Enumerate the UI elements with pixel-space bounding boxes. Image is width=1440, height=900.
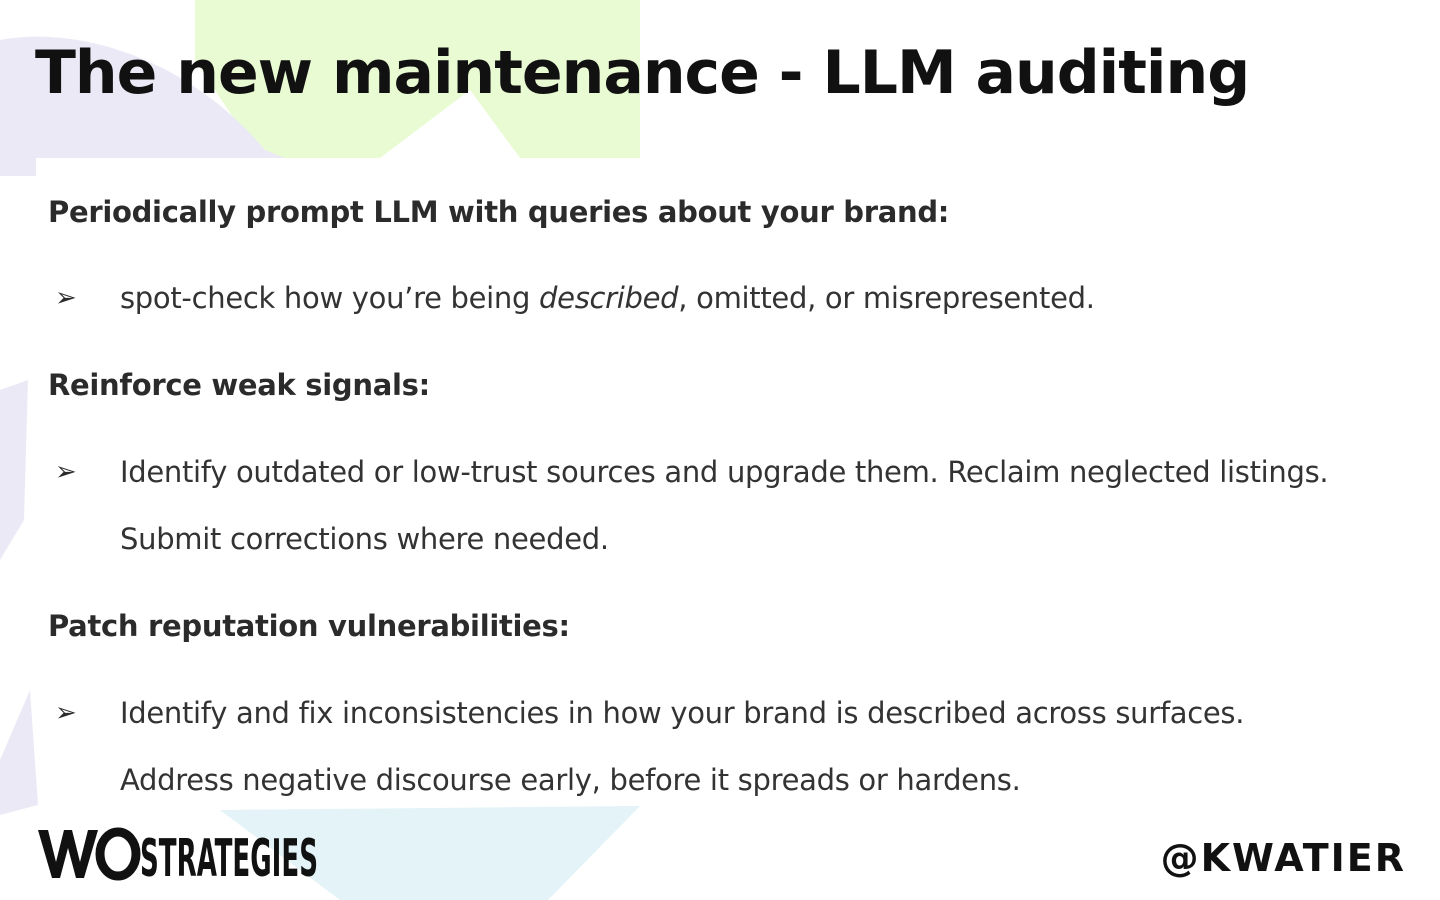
bullet-item-line: Identify and fix inconsistencies in how your brand is described across surfaces. (120, 696, 1245, 730)
wo-strategies-logo (36, 826, 321, 889)
slide-title: The new maintenance - LLM auditing (35, 38, 1250, 108)
bullet-item-spot-check (120, 281, 1095, 315)
arrow-bullet-icon: ➢ (55, 698, 77, 728)
section-heading-prompt-llm: Periodically prompt LLM with queries about your brand: (48, 195, 950, 229)
bullet-item-line: Submit corrections where needed. (120, 522, 609, 556)
social-handle: @KWATIER (1160, 836, 1406, 880)
bullet-item-line: Identify outdated or low-trust sources and upgrade them. Reclaim neglected listings. (120, 455, 1329, 489)
bullet-emphasis: described (539, 281, 679, 315)
bullet-text-part: spot-check how you’re being (120, 281, 540, 315)
section-heading-weak-signals: Reinforce weak signals: (48, 368, 430, 402)
section-heading-reputation: Patch reputation vulnerabilities: (48, 609, 570, 643)
bullet-text-part: , omitted, or misrepresented. (678, 281, 1095, 315)
arrow-bullet-icon: ➢ (55, 457, 77, 487)
svg-text:STRATEGIES: STRATEGIES (140, 829, 318, 889)
bullet-item-line: Address negative discourse early, before it spreads or hardens. (120, 763, 1021, 797)
arrow-bullet-icon: ➢ (55, 283, 77, 313)
